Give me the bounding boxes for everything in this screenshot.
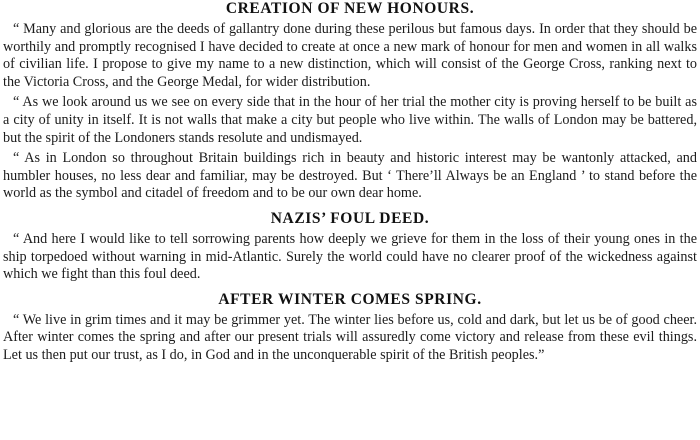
paragraph-after-winter-1: “ We live in grim times and it may be grimmer yet. The winter lies before us, cold and dark, but let us be of good cheer. After winter comes the spring and after our present trials will assuredly come victory and release from these evil things. Let us then put our trust, as I do, in God and in the unconquerable spirit of the British peoples.” [3,311,697,363]
paragraph-new-honours-2: “ As we look around us we see on every side that in the hour of her trial the mother city is proving herself to be built as a city of unity in itself. It is not walls that make a city but people who live within. The walls of London may be battered, but the spirit of the Londoners stands resolute and undismayed. [3,94,697,146]
paragraph-new-honours-1: “ Many and glorious are the deeds of gallantry done during these perilous but famous days. In order that they should be worthily and promptly recognised I have decided to create at once a new mark of honour for men and women in all walks of civilian life. I propose to give my name to a new distinction, which will consist of the George Cross, ranking next to the Victoria Cross, and the George Medal, for wider distribution. [3,21,697,90]
paragraph-new-honours-3: “ As in London so throughout Britain buildings rich in beauty and historic interest may be wantonly attacked, and humbler houses, no less dear and familiar, may be destroyed. But ‘ There’ll Always be an England ’ to stand before the world as the symbol and citadel of freedom and to be our own dear home. [3,150,697,202]
document-page [3,0,697,365]
paragraph-nazis-foul-deed-1: “ And here I would like to tell sorrowing parents how deeply we grieve for them in the loss of their young ones in the ship torpedoed without warning in mid-Atlantic. Surely the world could have no clearer proof of the wickedness against which we fight than this foul deed. [3,230,697,283]
section-heading-after-winter: AFTER WINTER COMES SPRING. [218,290,482,308]
section-heading-nazis-foul-deed: NAZIS’ FOUL DEED. [270,209,430,227]
section-heading-new-honours: CREATION OF NEW HONOURS. [225,0,475,17]
